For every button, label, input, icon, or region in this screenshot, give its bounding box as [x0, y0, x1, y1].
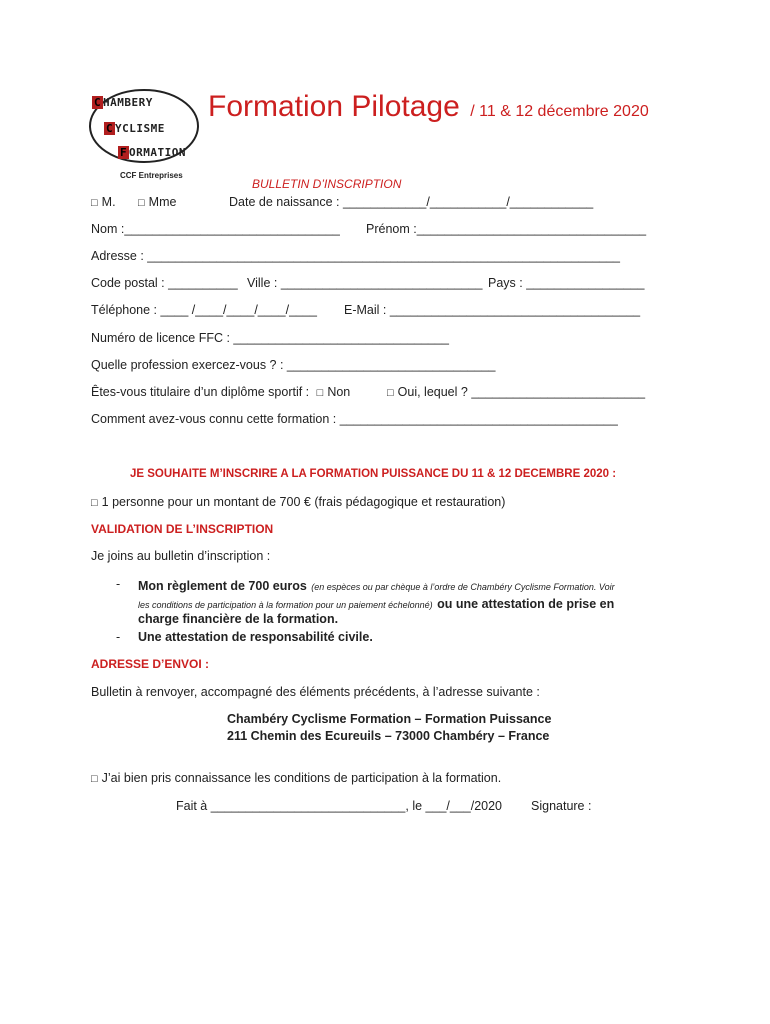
- validation-item-1-line-1: Mon règlement de 700 euros (en espèces ou par chèque à l’ordre de Chambéry Cyclisme Formation. Voir: [138, 579, 615, 593]
- address-line-2: 211 Chemin des Ecureuils – 73000 Chambéry – France: [227, 729, 550, 743]
- adresse-field[interactable]: Adresse : ____________________________________________________________________: [91, 249, 621, 263]
- list-dash: -: [116, 630, 121, 644]
- civility-m[interactable]: □ M.: [91, 195, 116, 209]
- list-dash: -: [116, 577, 121, 591]
- logo-line-2: C YCLISME: [105, 122, 165, 135]
- conditions-checkbox[interactable]: □ J’ai bien pris connaissance les conditions de participation à la formation.: [91, 771, 502, 785]
- email-field[interactable]: E-Mail : ____________________________________: [344, 303, 641, 317]
- inscription-option[interactable]: □ 1 personne pour un montant de 700 € (frais pédagogique et restauration): [91, 495, 506, 509]
- address-line-1: Chambéry Cyclisme Formation – Formation Puissance: [227, 712, 552, 726]
- diplome-question: Êtes-vous titulaire d’un diplôme sportif : □ Non: [91, 385, 351, 399]
- logo-subtitle: CCF Entreprises: [120, 171, 183, 180]
- checkbox-icon[interactable]: □: [138, 197, 145, 209]
- page-title-group: [208, 90, 649, 124]
- profession-field[interactable]: Quelle profession exercez-vous ? : ______________________________: [91, 358, 496, 372]
- validation-item-1-line-3: charge financière de la formation.: [138, 612, 339, 626]
- code-postal-field[interactable]: Code postal : __________: [91, 276, 238, 290]
- ville-field[interactable]: Ville : _____________________________: [247, 276, 483, 290]
- diplome-oui[interactable]: □ Oui, lequel ? _________________________: [387, 385, 646, 399]
- checkbox-icon[interactable]: □: [91, 197, 98, 209]
- form-heading: BULLETIN D’INSCRIPTION: [252, 177, 402, 191]
- page-dates: / 11 & 12 décembre 2020: [470, 103, 649, 120]
- envoi-intro: Bulletin à renvoyer, accompagné des éléments précédents, à l’adresse suivante :: [91, 685, 540, 699]
- fait-field[interactable]: Fait à ____________________________, le ___/___/2020: [176, 799, 503, 813]
- envoi-heading: ADRESSE D’ENVOI :: [91, 657, 210, 671]
- validation-heading: VALIDATION DE L’INSCRIPTION: [91, 522, 274, 536]
- logo-line-1: C HAMBERY: [93, 96, 153, 109]
- birth-date-field[interactable]: Date de naissance : ____________/___________/____________: [229, 195, 594, 209]
- signature-label: Signature :: [531, 799, 592, 813]
- connu-field[interactable]: Comment avez-vous connu cette formation : ________________________________________: [91, 412, 618, 426]
- validation-item-2: Une attestation de responsabilité civile.: [138, 630, 373, 644]
- page-title: Formation Pilotage: [208, 90, 460, 123]
- licence-field[interactable]: Numéro de licence FFC : _______________________________: [91, 331, 449, 345]
- checkbox-icon[interactable]: □: [387, 387, 394, 399]
- checkbox-icon[interactable]: □: [91, 497, 98, 509]
- nom-field[interactable]: Nom :_______________________________: [91, 222, 340, 236]
- logo-line-3: F ORMATION: [119, 146, 186, 159]
- prenom-field[interactable]: Prénom :_________________________________: [366, 222, 647, 236]
- diplome-non[interactable]: Non: [327, 385, 351, 399]
- checkbox-icon[interactable]: □: [316, 387, 324, 399]
- inscription-heading: JE SOUHAITE M’INSCRIRE A LA FORMATION PUISSANCE DU 11 & 12 DECEMBRE 2020 :: [130, 468, 617, 480]
- logo: [88, 88, 206, 184]
- telephone-field[interactable]: Téléphone : ____ /____/____/____/____: [91, 303, 317, 317]
- pays-field[interactable]: Pays : _________________: [488, 276, 645, 290]
- validation-intro: Je joins au bulletin d’inscription :: [91, 549, 271, 563]
- checkbox-icon[interactable]: □: [91, 773, 98, 785]
- civility-mme[interactable]: □ Mme: [138, 195, 177, 209]
- validation-item-1-line-2: les conditions de participation à la formation pour un paiement échelonné) ou une attestation de prise en: [138, 597, 615, 611]
